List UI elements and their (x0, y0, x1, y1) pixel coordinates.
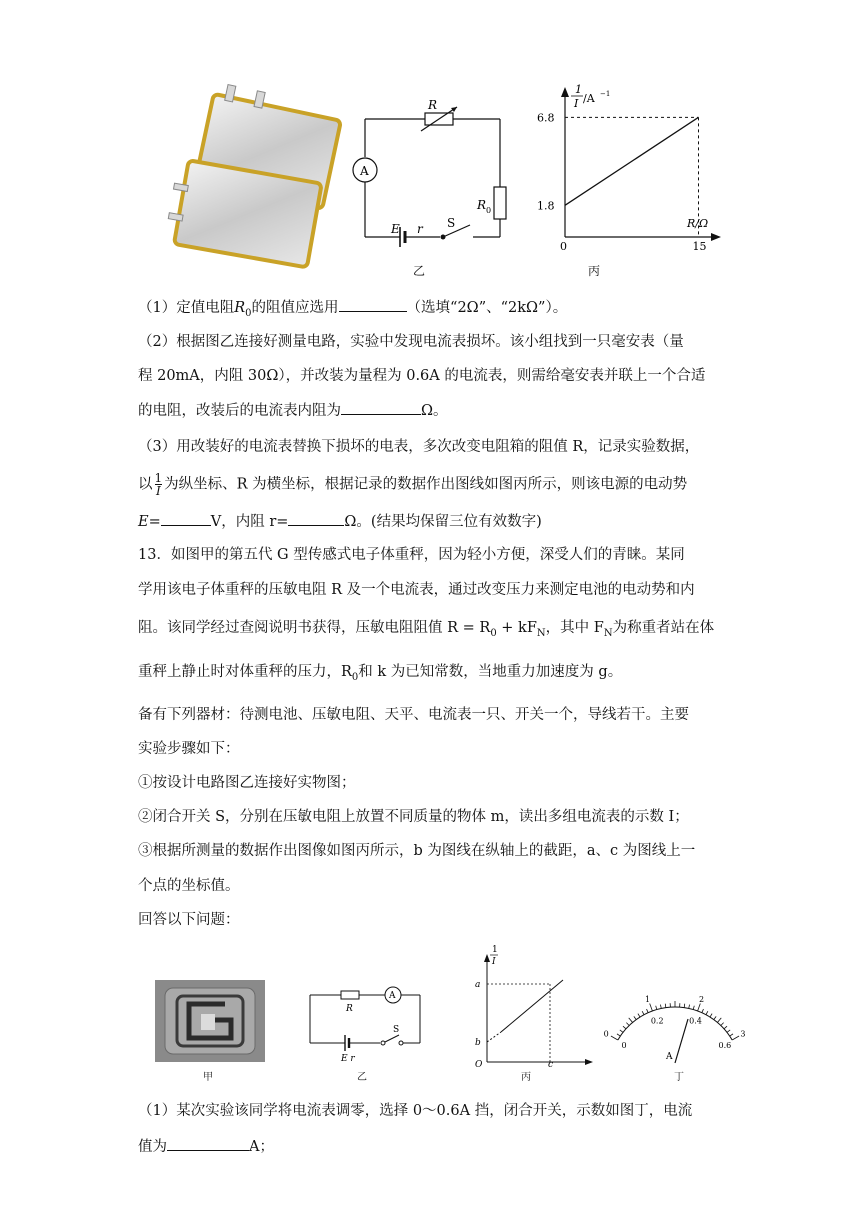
caption-yi-bottom: 乙 (357, 1072, 367, 1083)
svg-text:A: A (666, 1052, 673, 1062)
svg-text:S: S (393, 1025, 400, 1035)
svg-text:I: I (492, 957, 496, 967)
meter-tick-label-bottom: 0 (621, 1041, 627, 1050)
problem-13-line-2: 学用该电子体重秤的压敏电阻 R 及一个电流表，通过改变压力来测定电池的电动势和内 (138, 582, 695, 598)
series-line (565, 117, 699, 205)
caption-jia: 甲 (203, 1072, 213, 1083)
step-1: ①按设计电路图乙连接好实物图； (138, 775, 356, 791)
resistor-label-R: R (428, 98, 438, 112)
internal-r-label: r (417, 222, 423, 236)
question-3-line-1: （3）用改装好的电流表替换下损坏的电表，多次改变电阻箱的阻值 R，记录实验数据， (138, 439, 700, 455)
ammeter-label: A (360, 164, 369, 178)
meter-tick-label-top: 2 (699, 994, 705, 1004)
svg-text:a: a (475, 980, 481, 990)
origin-label: 0 (560, 240, 567, 253)
graph-bing-top (535, 75, 725, 253)
ammeter-dial (603, 985, 746, 1075)
question-3-line-2: 以 $\frac{1}{I}$ 为纵坐标、R 为横坐标，根据记录的数据作出图线如图丙所示，则该电源的电动势 (138, 471, 688, 498)
question-2-line-1: （2）根据图乙连接好测量电路，实验中发现电流表损坏。该小组找到一只毫安表（量 (138, 334, 684, 350)
graph-bing-bottom (465, 940, 595, 1068)
answer-blank (341, 400, 421, 415)
R0-label: R (477, 198, 487, 212)
emf-label: E (391, 222, 400, 236)
svg-text:I: I (574, 97, 579, 110)
caption-bing-bottom: 丙 (521, 1072, 531, 1083)
svg-text:0: 0 (486, 206, 492, 215)
svg-text:−1: −1 (600, 90, 611, 98)
meter-tick-label-bottom: 0.6 (718, 1041, 732, 1050)
meter-tick-label-top: 1 (644, 994, 651, 1004)
step-2: ②闭合开关 S，分别在压敏电阻上放置不同质量的物体 m，读出多组电流表的示数 I； (138, 809, 689, 825)
bottom-question-1-line-1: （1）某次实验该同学将电流表调零，选择 0～0.6A 挡，闭合开关，示数如图丁，电流 (138, 1103, 693, 1119)
question-3-line-3: E= V，内阻 r= Ω。(结果均保留三位有效数字) (138, 511, 542, 532)
bottom-question-1-line-2: 值为 A； (138, 1136, 274, 1157)
step-3-line-1: ③根据所测量的数据作出图像如图丙所示，b 为图线在纵轴上的截距，a、c 为图线上一 (138, 843, 696, 859)
switch-label: S (447, 216, 456, 230)
problem-13-line-6: 实验步骤如下： (138, 741, 240, 757)
svg-text:A: A (389, 991, 396, 1001)
problem-13-line-3: 阻。该同学经过查阅说明书获得，压敏电阻阻值 $R = R_0 + kF_N$，其中 $F_N$为称重者站在体 (138, 620, 715, 639)
meter-tick-label-bottom: 0.2 (650, 1016, 664, 1026)
caption-bing-top: 丙 (588, 264, 601, 278)
caption-ding: 丁 (674, 1072, 684, 1083)
svg-text:/A: /A (583, 92, 595, 105)
circuit-diagram-yi (345, 95, 520, 245)
scale-photo (155, 980, 265, 1062)
meter-tick-label-top: 0 (603, 1029, 609, 1039)
meter-tick-label-bottom: 0.4 (689, 1016, 702, 1026)
problem-13-line-1: 13．如图甲的第五代 G 型传感式电子体重秤，因为轻小方便，深受人们的青睐。某同 (138, 547, 685, 563)
question-1: （1）定值电阻$R_0$的阻值应选用 （选填“2Ω”、“2kΩ”）。 (138, 297, 567, 324)
battery-photo (150, 85, 340, 265)
svg-text:b: b (475, 1038, 481, 1048)
svg-text:c: c (548, 1060, 554, 1070)
x-tick-label: 15 (692, 240, 707, 253)
circuit-diagram-yi-bottom (305, 985, 425, 1065)
y-tick-label: 1.8 (537, 199, 555, 213)
caption-yi-top: 乙 (413, 264, 426, 278)
answer-blank (339, 297, 407, 312)
svg-text:E r: E r (341, 1054, 355, 1064)
svg-text:1: 1 (575, 83, 582, 96)
meter-needle (675, 1019, 688, 1063)
svg-text:R: R (346, 1004, 353, 1014)
problem-13-line-4: 重秤上静止时对体重秤的压力，$R_0$和 k 为已知常数，当地重力加速度为 g。 (138, 664, 623, 683)
svg-text:O: O (475, 1060, 483, 1070)
y-tick-label: 6.8 (537, 111, 555, 125)
question-2-line-3: 的电阻，改装后的电流表内阻为 Ω。 (138, 400, 448, 421)
svg-text:1: 1 (492, 945, 498, 955)
x-axis-label: R/Ω (687, 217, 709, 230)
answer-prompt: 回答以下问题： (138, 912, 240, 928)
problem-13-line-5: 备有下列器材：待测电池、压敏电阻、天平、电流表一只、开关一个，导线若干。主要 (138, 707, 689, 723)
meter-tick-label-top: 3 (740, 1029, 746, 1039)
step-3-line-2: 个点的坐标值。 (138, 878, 240, 894)
question-2-line-2: 程 20mA，内阻 30Ω），并改装为量程为 0.6A 的电流表，则需给毫安表并联上一个合适 (138, 368, 706, 384)
